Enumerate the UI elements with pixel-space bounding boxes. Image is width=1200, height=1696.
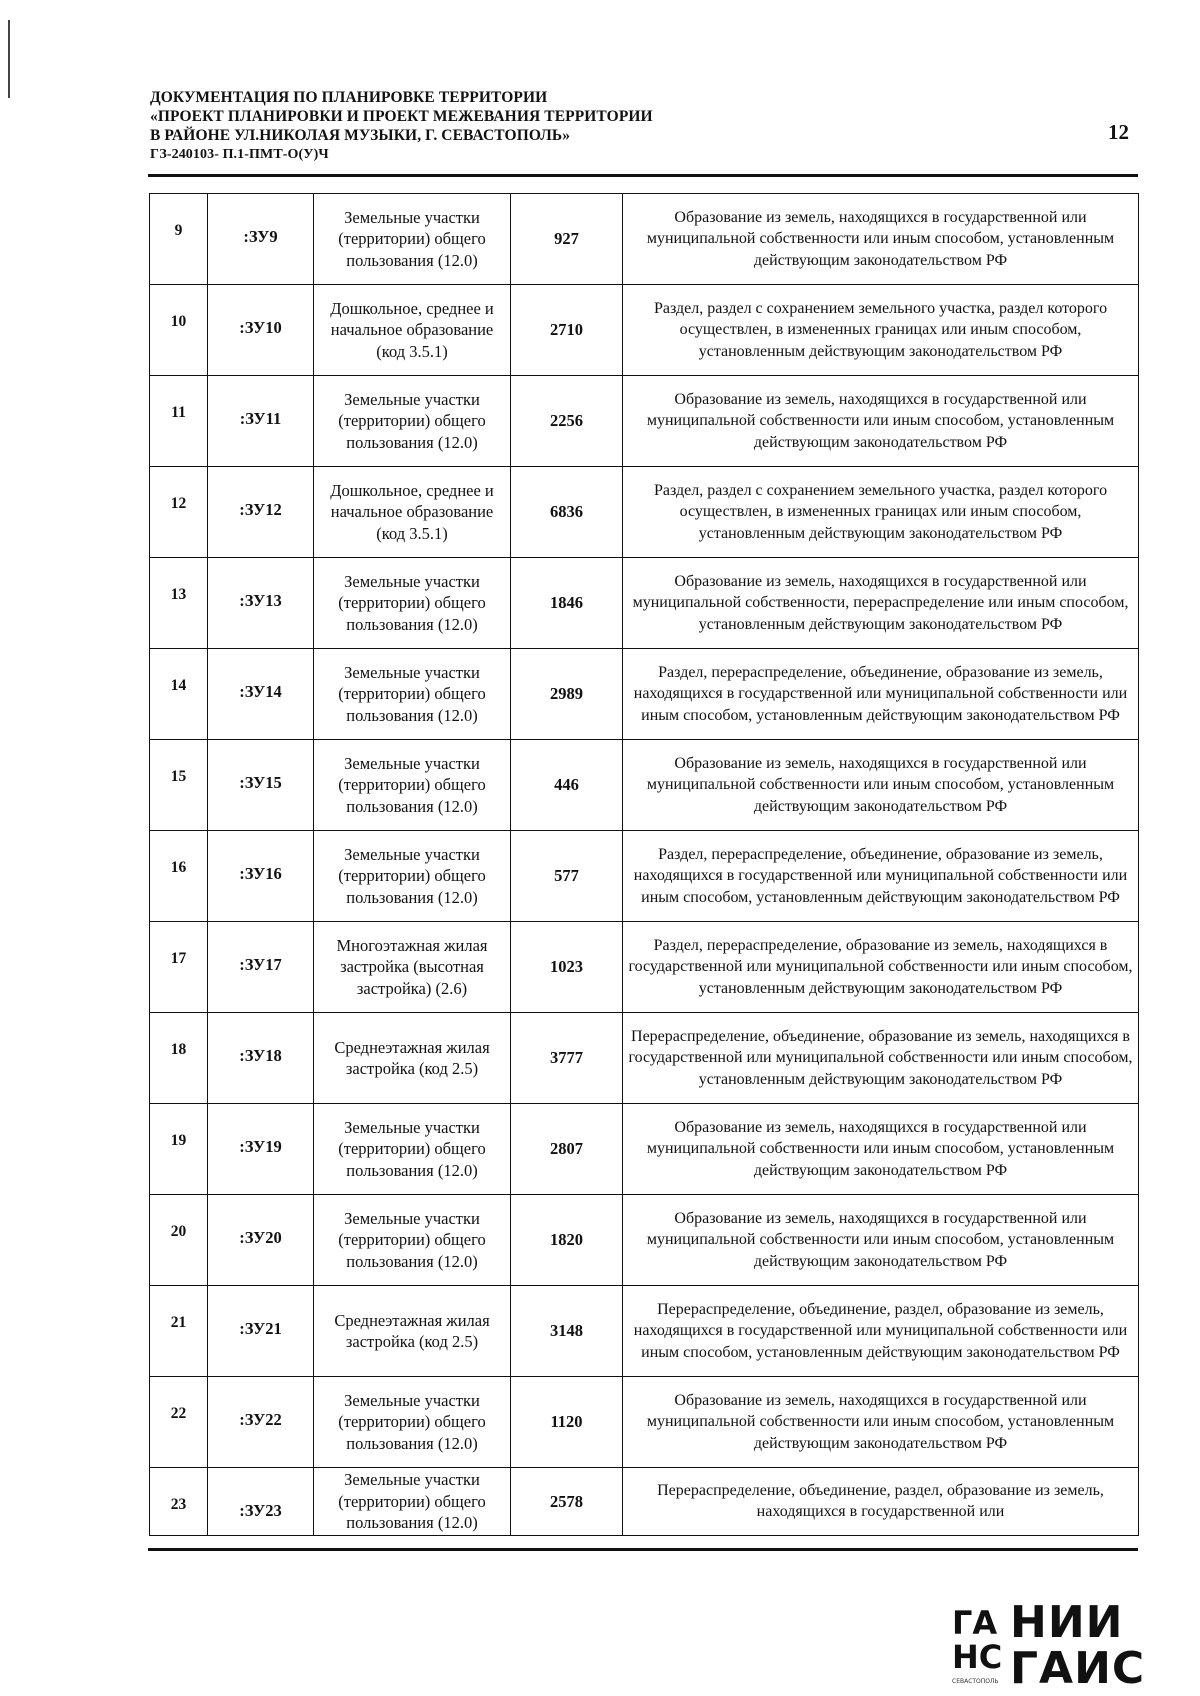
logo-word-top: НИИ <box>1010 1597 1124 1648</box>
plot-area: 1846 <box>511 558 623 649</box>
table-row <box>150 649 1139 740</box>
table-row <box>150 1468 1139 1536</box>
table-row <box>150 1104 1139 1195</box>
formation-method: Перераспределение, объединение, раздел, образование из земель, находящихся в государственной или муниципальной собственности или иным способом, установленным действующим законодательством РФ <box>623 1286 1139 1377</box>
formation-method: Перераспределение, объединение, образование из земель, находящихся в государственной или муниципальной собственности или иным способом, установленным действующим законодательством РФ <box>623 1013 1139 1104</box>
table-row <box>150 1013 1139 1104</box>
table-row <box>150 467 1139 558</box>
document-header <box>150 88 1140 164</box>
row-number: 21 <box>150 1286 208 1377</box>
plot-area: 3148 <box>511 1286 623 1377</box>
row-number: 13 <box>150 558 208 649</box>
niigais-logo <box>940 1597 1160 1694</box>
plot-id: :ЗУ12 <box>208 467 314 558</box>
plot-id: :ЗУ9 <box>208 194 314 285</box>
formation-method: Образование из земель, находящихся в государственной или муниципальной собственности или иным способом, установленным действующим законодательством РФ <box>623 1377 1139 1468</box>
logo-wordmark <box>1010 1597 1146 1694</box>
permitted-use: Земельные участки (территории) общего пользования (12.0) <box>314 194 511 285</box>
plot-area: 2256 <box>511 376 623 467</box>
table-row <box>150 285 1139 376</box>
row-number: 10 <box>150 285 208 376</box>
plot-id: :ЗУ17 <box>208 922 314 1013</box>
plot-area: 1120 <box>511 1377 623 1468</box>
plot-area: 6836 <box>511 467 623 558</box>
formation-method: Раздел, раздел с сохранением земельного участка, раздел которого осуществлен, в измененных границах или иным способом, установленным действующим законодательством РФ <box>623 467 1139 558</box>
permitted-use: Дошкольное, среднее и начальное образование (код 3.5.1) <box>314 285 511 376</box>
plot-id: :ЗУ21 <box>208 1286 314 1377</box>
table-row <box>150 922 1139 1013</box>
logo-mark-icon: ГА НС <box>952 1604 1003 1676</box>
header-line-3: В РАЙОНЕ УЛ.НИКОЛАЯ МУЗЫКИ, Г. СЕВАСТОПОЛЬ» <box>150 127 571 144</box>
row-number: 22 <box>150 1377 208 1468</box>
table-row <box>150 1377 1139 1468</box>
plot-id: :ЗУ15 <box>208 740 314 831</box>
plot-area: 2578 <box>511 1468 623 1536</box>
plot-area: 1820 <box>511 1195 623 1286</box>
row-number: 20 <box>150 1195 208 1286</box>
header-line-1: ДОКУМЕНТАЦИЯ ПО ПЛАНИРОВКЕ ТЕРРИТОРИИ <box>150 89 548 106</box>
table-row <box>150 558 1139 649</box>
table-row <box>150 740 1139 831</box>
formation-method: Образование из земель, находящихся в государственной или муниципальной собственности или иным способом, установленным действующим законодательством РФ <box>623 194 1139 285</box>
plot-id: :ЗУ10 <box>208 285 314 376</box>
permitted-use: Земельные участки (территории) общего пользования (12.0) <box>314 831 511 922</box>
formation-method: Раздел, перераспределение, объединение, образование из земель, находящихся в государственной или муниципальной собственности или иным способом, установленным действующим законодательством РФ <box>623 831 1139 922</box>
plot-id: :ЗУ20 <box>208 1195 314 1286</box>
footer-divider <box>148 1548 1138 1551</box>
permitted-use: Среднеэтажная жилая застройка (код 2.5) <box>314 1013 511 1104</box>
formation-method: Раздел, раздел с сохранением земельного участка, раздел которого осуществлен, в измененных границах или иным способом, установленным действующим законодательством РФ <box>623 285 1139 376</box>
header-line-2: «ПРОЕКТ ПЛАНИРОВКИ И ПРОЕКТ МЕЖЕВАНИЯ ТЕРРИТОРИИ <box>150 108 653 125</box>
row-number: 23 <box>150 1468 208 1536</box>
row-number: 14 <box>150 649 208 740</box>
permitted-use: Земельные участки (территории) общего пользования (12.0) <box>314 376 511 467</box>
logo-caption: СЕВАСТОПОЛЬ <box>952 1678 999 1685</box>
plot-area: 2710 <box>511 285 623 376</box>
logo-word-bottom: ГАИС <box>1010 1643 1146 1694</box>
formation-method: Образование из земель, находящихся в государственной или муниципальной собственности или иным способом, установленным действующим законодательством РФ <box>623 1195 1139 1286</box>
plot-id: :ЗУ13 <box>208 558 314 649</box>
permitted-use: Многоэтажная жилая застройка (высотная застройка) (2.6) <box>314 922 511 1013</box>
plot-id: :ЗУ11 <box>208 376 314 467</box>
land-plots-table <box>149 193 1139 1536</box>
row-number: 18 <box>150 1013 208 1104</box>
plot-area: 2989 <box>511 649 623 740</box>
row-number: 16 <box>150 831 208 922</box>
table-row <box>150 376 1139 467</box>
permitted-use: Среднеэтажная жилая застройка (код 2.5) <box>314 1286 511 1377</box>
table-row <box>150 1195 1139 1286</box>
document-code: ГЗ-240103- П.1-ПМТ-О(У)Ч <box>150 147 329 162</box>
table-row <box>150 1286 1139 1377</box>
permitted-use: Земельные участки (территории) общего пользования (12.0) <box>314 1377 511 1468</box>
formation-method: Образование из земель, находящихся в государственной или муниципальной собственности или иным способом, установленным действующим законодательством РФ <box>623 740 1139 831</box>
row-number: 12 <box>150 467 208 558</box>
plot-area: 2807 <box>511 1104 623 1195</box>
row-number: 15 <box>150 740 208 831</box>
row-number: 11 <box>150 376 208 467</box>
plot-id: :ЗУ23 <box>208 1468 314 1536</box>
table-row <box>150 831 1139 922</box>
plot-id: :ЗУ22 <box>208 1377 314 1468</box>
scan-edge-mark <box>8 20 10 98</box>
plot-id: :ЗУ14 <box>208 649 314 740</box>
formation-method: Образование из земель, находящихся в государственной или муниципальной собственности или иным способом, установленным действующим законодательством РФ <box>623 1104 1139 1195</box>
row-number: 19 <box>150 1104 208 1195</box>
formation-method: Образование из земель, находящихся в государственной или муниципальной собственности, перераспределение или иным способом, установленным действующим законодательством РФ <box>623 558 1139 649</box>
table-body <box>150 194 1139 1536</box>
permitted-use: Земельные участки (территории) общего пользования (12.0) <box>314 1468 511 1536</box>
formation-method: Раздел, перераспределение, объединение, образование из земель, находящихся в государственной или муниципальной собственности или иным способом, установленным действующим законодательством РФ <box>623 649 1139 740</box>
plot-area: 3777 <box>511 1013 623 1104</box>
permitted-use: Земельные участки (территории) общего пользования (12.0) <box>314 740 511 831</box>
permitted-use: Дошкольное, среднее и начальное образование (код 3.5.1) <box>314 467 511 558</box>
formation-method: Перераспределение, объединение, раздел, образование из земель, находящихся в государственной или <box>623 1468 1139 1536</box>
plot-id: :ЗУ18 <box>208 1013 314 1104</box>
formation-method: Раздел, перераспределение, образование из земель, находящихся в государственной или муниципальной собственности или иным способом, установленным действующим законодательством РФ <box>623 922 1139 1013</box>
plot-area: 1023 <box>511 922 623 1013</box>
plot-id: :ЗУ19 <box>208 1104 314 1195</box>
formation-method: Образование из земель, находящихся в государственной или муниципальной собственности или иным способом, установленным действующим законодательством РФ <box>623 376 1139 467</box>
permitted-use: Земельные участки (территории) общего пользования (12.0) <box>314 558 511 649</box>
plot-area: 927 <box>511 194 623 285</box>
row-number: 17 <box>150 922 208 1013</box>
plot-area: 577 <box>511 831 623 922</box>
permitted-use: Земельные участки (территории) общего пользования (12.0) <box>314 1104 511 1195</box>
header-divider <box>148 174 1138 177</box>
table-row <box>150 194 1139 285</box>
permitted-use: Земельные участки (территории) общего пользования (12.0) <box>314 1195 511 1286</box>
page-number: 12 <box>1108 120 1129 144</box>
plot-id: :ЗУ16 <box>208 831 314 922</box>
plot-area: 446 <box>511 740 623 831</box>
row-number: 9 <box>150 194 208 285</box>
permitted-use: Земельные участки (территории) общего пользования (12.0) <box>314 649 511 740</box>
